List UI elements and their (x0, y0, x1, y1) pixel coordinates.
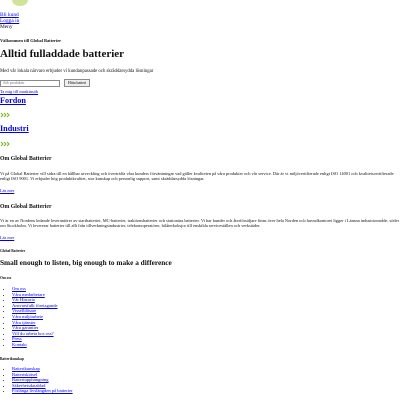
nav-link-login[interactable]: Logga in (0, 18, 20, 25)
footer-link[interactable]: Kontakt (12, 341, 27, 347)
footer-link[interactable]: Visselblåsare (12, 308, 37, 314)
hero-subtitle: Med vår lokala närvaro erbjuder vi kundanpassade och skräddarsydda lösningar (0, 69, 154, 74)
category-link-vehicles[interactable]: Fordon (0, 96, 26, 105)
footer-link[interactable]: Säkerhetsdatablad (12, 382, 46, 388)
footer-link[interactable]: Batteriupphängning (12, 377, 49, 383)
top-nav (0, 12, 19, 31)
footer-link[interactable]: Om oss (12, 286, 26, 291)
search-bar (0, 79, 90, 87)
footer-list-heading-about: Om oss (0, 276, 12, 280)
footer-link[interactable]: Våra tjänster (12, 319, 36, 325)
footer-link[interactable]: Vår Historia (12, 297, 35, 303)
logo[interactable] (12, 0, 28, 6)
about-heading: Om Global Batterier (0, 156, 52, 162)
about-text: Vi på Global Batterier vill sidra till en hållbar utveckling och överträffa våra kunders förväntningar vad gäller kvaliteten på våra produkter och vår service. Där är vi miljöcertifierade enligt ISO 14001 och kvalitetscertifierade enligt ISO 9001. Vi erbjuder hög produktkvalitet, stor kunskap och personlig support, samt skräddarsydda lösningar. (0, 171, 394, 182)
double-chevron-right-icon (0, 112, 12, 118)
footer-list-heading-knowledge: Batterikunskap (0, 357, 24, 361)
list-item (12, 342, 58, 348)
read-more-link[interactable]: Läs mer (0, 188, 15, 193)
about-heading-2: Om Global Batterier (0, 204, 52, 210)
welcome-text: Välkommen till Global Batterier (0, 38, 62, 43)
nav-link-become-customer[interactable]: Bli kund (0, 12, 19, 18)
read-more-link-2[interactable]: Läs mer (0, 235, 15, 240)
footer-link[interactable]: Förlänga livslängden på batterier (12, 388, 73, 394)
nav-menu-toggle[interactable]: Meny (0, 24, 13, 31)
list-item (12, 388, 73, 394)
search-input[interactable] (0, 80, 60, 87)
footer-link[interactable]: Våra garantier (12, 325, 39, 331)
footer-link[interactable]: Vill du arbeta hos oss? (12, 330, 54, 336)
find-battery-button[interactable]: Hitta batteri (64, 79, 90, 87)
category-link-industry[interactable]: Industri (0, 124, 29, 133)
hero-title: Alltid fulladdade batterier (0, 48, 125, 60)
double-chevron-right-icon (0, 141, 12, 147)
machine-search-link[interactable]: Ta mig till maskinsök (0, 89, 39, 94)
footer-list-about (0, 286, 58, 348)
footer-list-knowledge (0, 366, 73, 394)
footer-link[interactable]: Våra miljöarbete (12, 313, 43, 319)
slogan: Small enough to listen, big enough to make a difference (0, 258, 172, 267)
footer-link[interactable]: Våra medarbetare (12, 291, 45, 297)
footer-link[interactable]: Press (12, 336, 22, 342)
about-text-2: Vi är en av Nordens ledande leverantörer av startbatterier, MC-batterier, traktionsbatterier och stationära batterier. Vi har kunder och återförsäljare finns över hela Norden och huvudkontoret ligger i Länsna industriområde, söder om Stockholm. Vi levererar batterier till allt från tillverkningsindustrier, telekomoperatörer, bilåterkoksjor till enskilda serviceställen och verkstäder. (0, 218, 400, 229)
footer-link[interactable]: Ansvarsfullt företagande (12, 302, 58, 308)
footer-link[interactable]: Batteriskötsel (12, 371, 38, 377)
footer-brand: Global Batterier (0, 249, 26, 253)
footer-link[interactable]: Batterikunskap (12, 366, 40, 371)
